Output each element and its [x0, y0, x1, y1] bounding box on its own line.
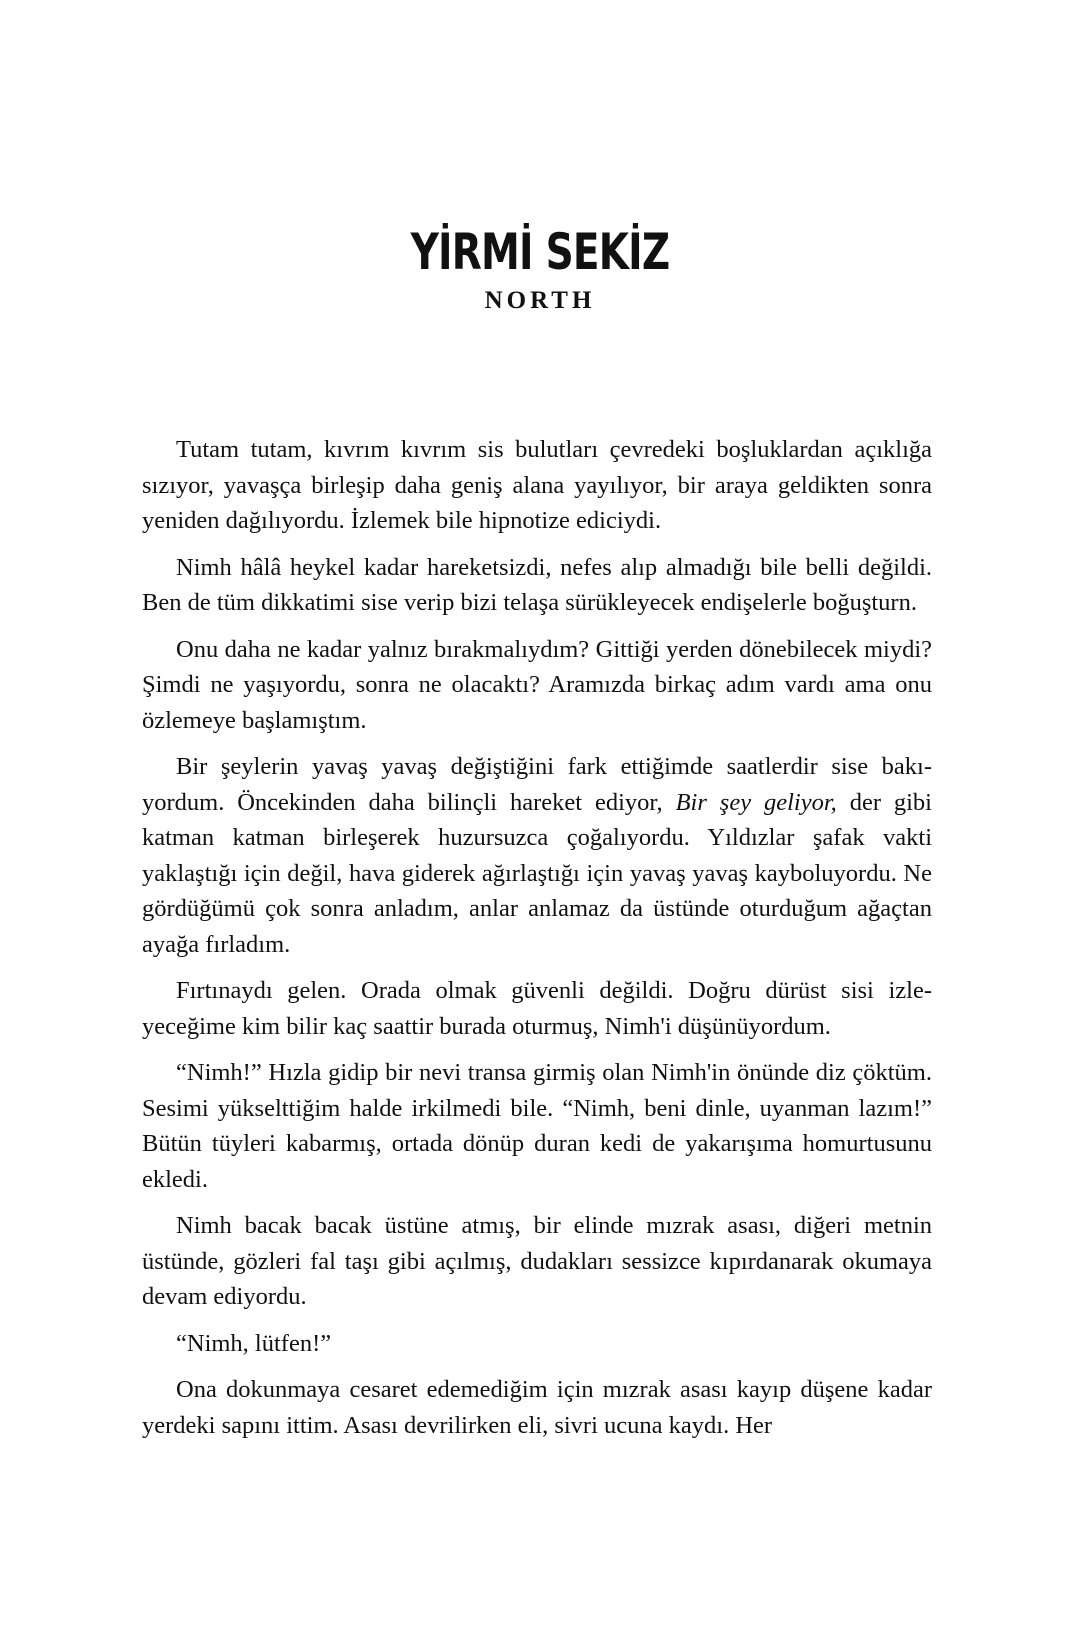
paragraph: Onu daha ne kadar yalnız bırakmalıydım? Gittiği yerden dönebilecek miydi? Şimdi ne yaşıyordu, sonra ne olacaktı? Aramızda birkaç adım vardı ama onu özlemeye başlamıştım. [142, 635, 932, 734]
paragraph-text: der gibi katman katman birleşerek huzursuzca çoğalıyordu. Yıldızlar şafak vakti yaklaştığı için değil, hava giderek ağırlaştığı için yavaş yavaş kayboluyordu. Ne gördüğümü çok sonra anladım, anlar anlamaz da üstünde oturduğum ağaçtan ayağa fırladım. [142, 788, 932, 958]
paragraph: “Nimh, lütfen!” [176, 1329, 332, 1357]
chapter-subtitle: NORTH [484, 287, 596, 314]
chapter-title: YİRMİ SEKİZ [410, 223, 670, 281]
paragraph: Ona dokunmaya cesaret edemediğim için mızrak asası kayıp düşene kadar yerdeki sapını ittim. Asası devrilirken eli, sivri ucuna kaydı. Her [142, 1376, 932, 1439]
paragraph: “Nimh!” Hızla gidip bir nevi transa girmiş olan Nimh'in önünde diz çöktüm. Sesimi yükselttiğim halde irkilmedi bile. “Nimh, beni dinle, uyanman lazım!” Bütün tüyleri kabarmış, ortada dönüp duran kedi de yakarışıma homurtusunu ekledi. [142, 1059, 932, 1193]
paragraph: Tutam tutam, kıvrım kıvrım sis bulutları çevredeki boşluklardan açıklığa sızıyor, yavaşça birleşip daha geniş alana yayılıyor, bir araya geldikten sonra yeniden dağılıyordu. İzlemek bile hipnotize ediciydi. [142, 436, 932, 534]
paragraph [142, 749, 932, 962]
chapter-body [142, 432, 932, 1454]
italic-phrase: Bir şey geliyor, [675, 788, 837, 816]
paragraph-text: Bir şeylerin yavaş yavaş değiştiğini fark ettiğimde saatlerdir sise bakıyordum. Öncekinden daha bilinçli hareket ediyor, [142, 753, 932, 816]
paragraph: Fırtınaydı gelen. Orada olmak güvenli değildi. Doğru dürüst sisi izleyeceğime kim bilir kaç saattir burada oturmuş, Nimh'i düşünüyordum. [142, 977, 932, 1040]
paragraph: Nimh hâlâ heykel kadar hareketsizdi, nefes alıp almadığı bile belli değildi. Ben de tüm dikkatimi sise verip bizi telaşa sürükleyecek endişelerle boğuşturn. [142, 553, 932, 616]
paragraph: Nimh bacak bacak üstüne atmış, bir elinde mızrak asası, diğeri metnin üstünde, gözleri fal taşı gibi açılmış, dudakları sessizce kıpırdanarak okumaya devam ediyordu. [142, 1212, 932, 1310]
